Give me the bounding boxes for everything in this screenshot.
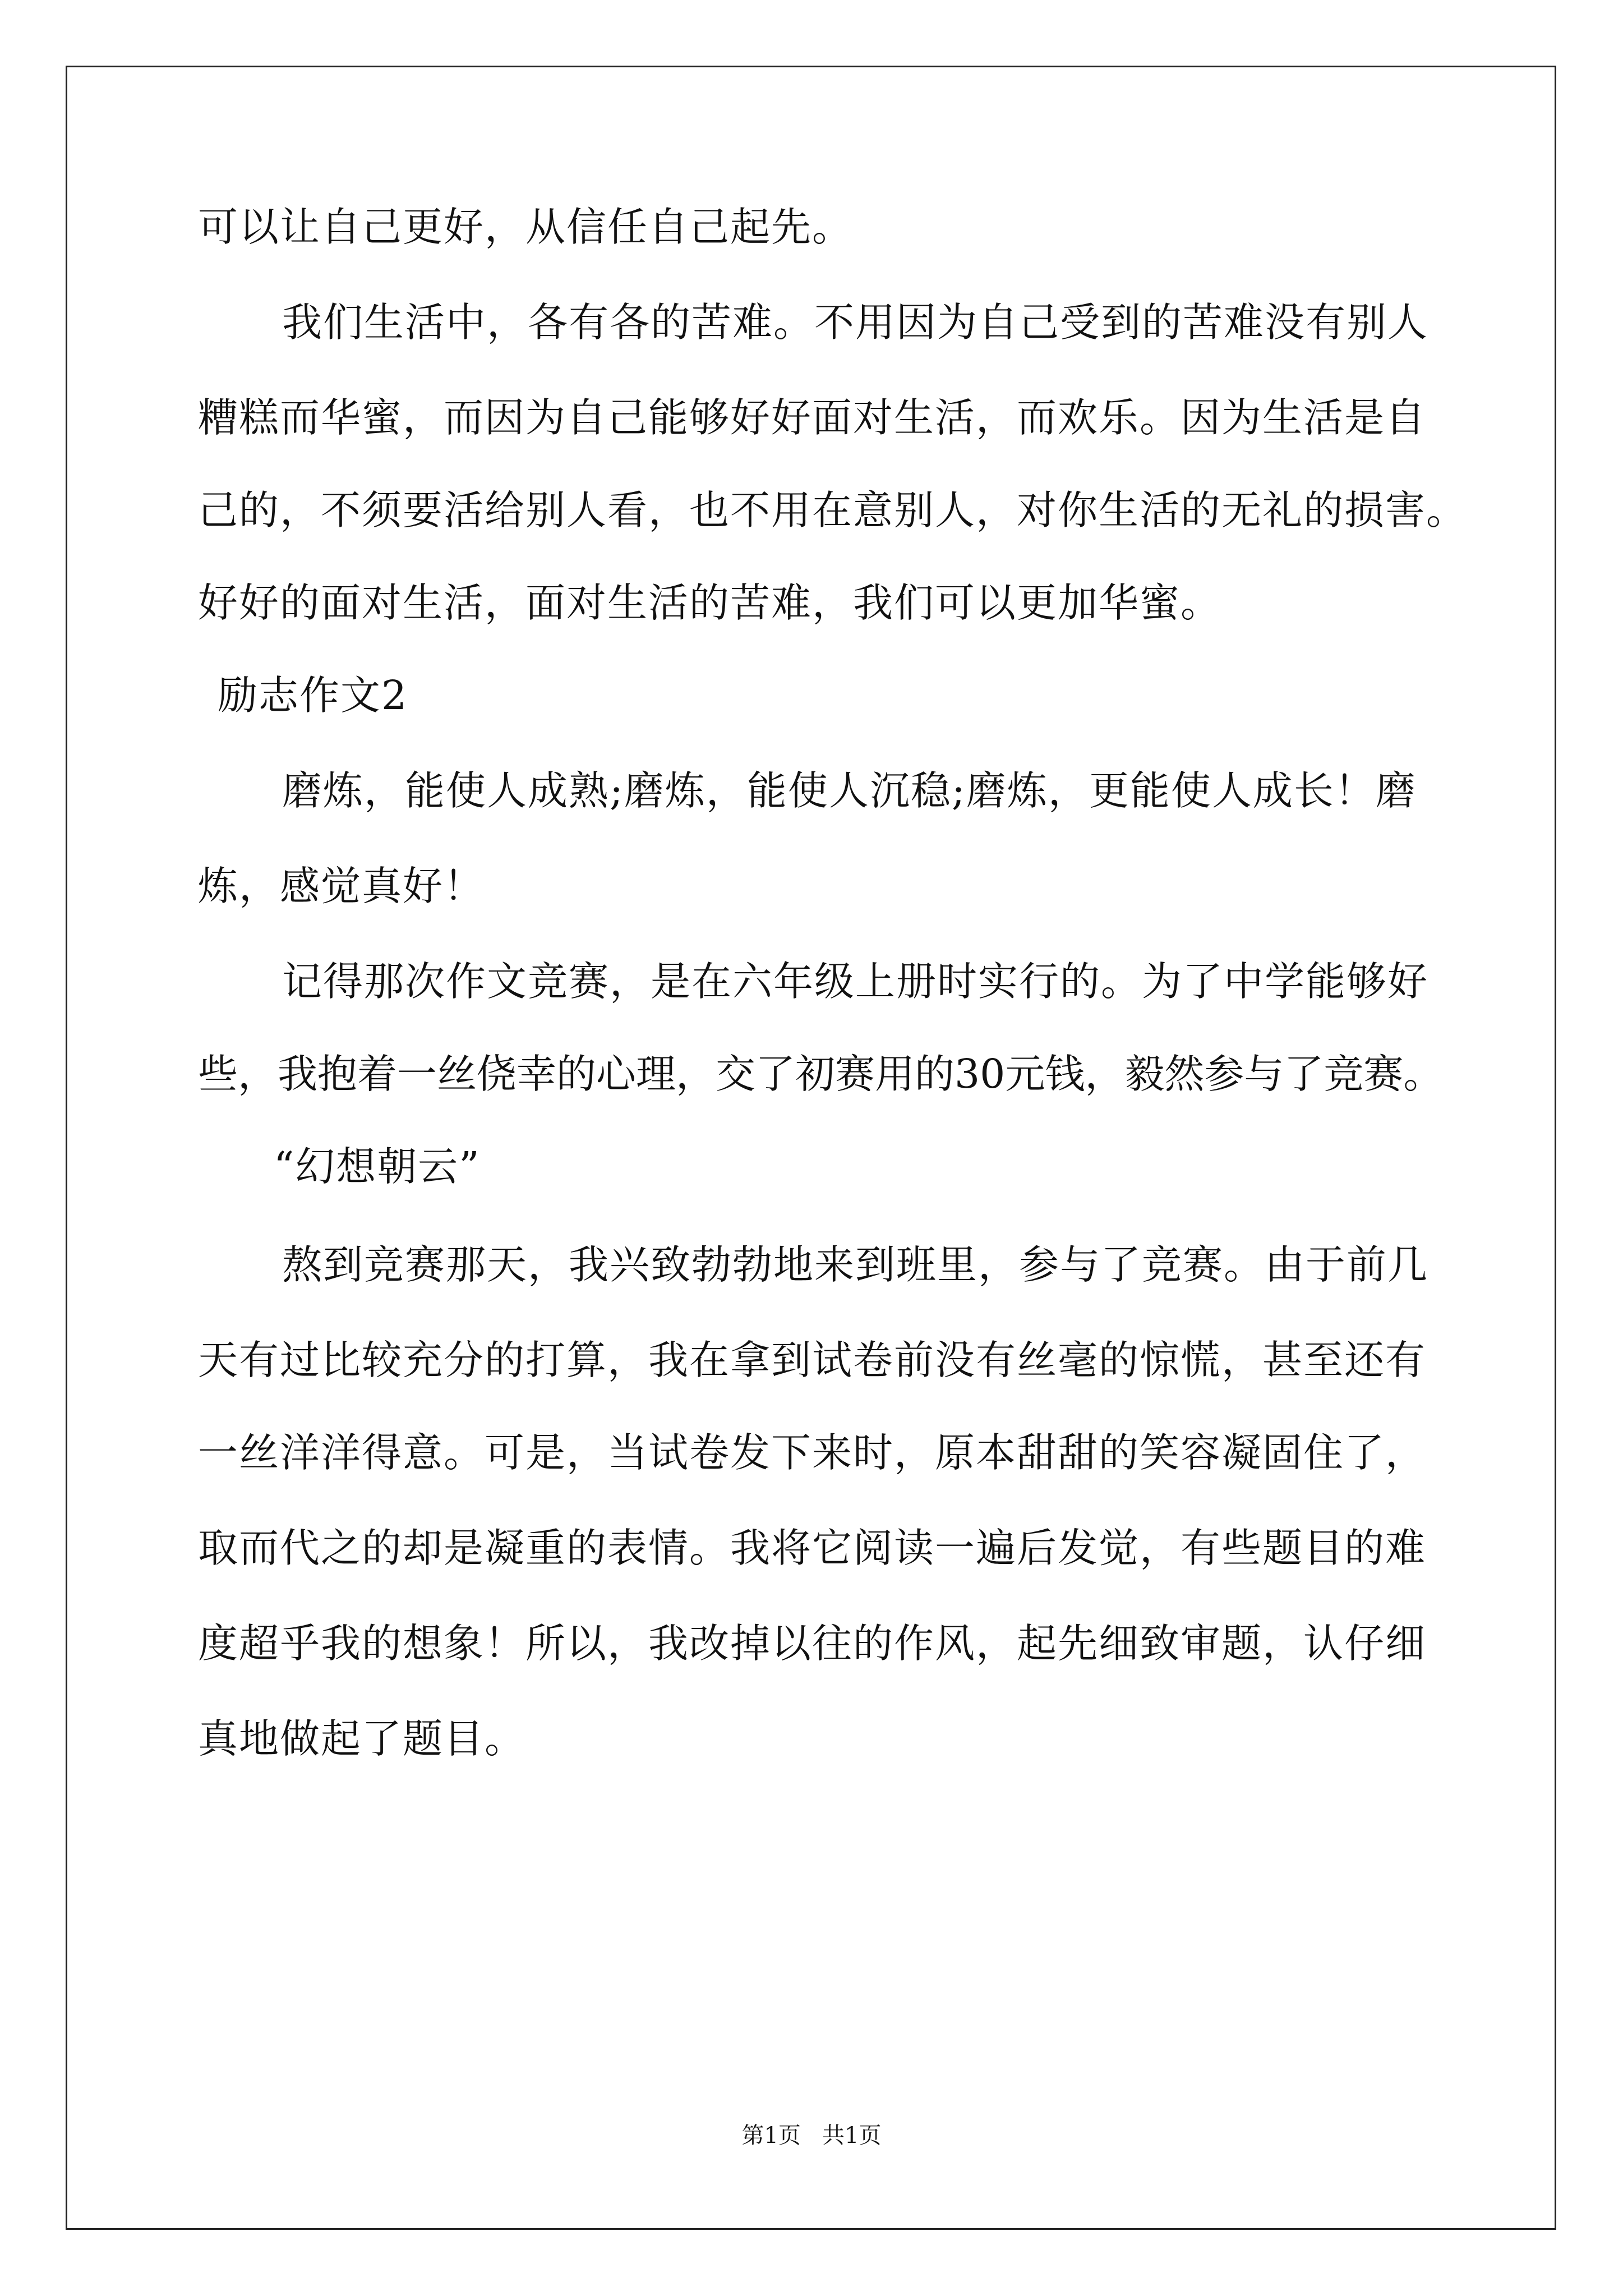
text-line: 度超乎我的想象！所以，我改掉以往的作风，起先细致审题，认仔细 xyxy=(198,1620,1427,1667)
text-line: 一丝洋洋得意。可是，当试卷发下来时，原本甜甜的笑容凝固住了， xyxy=(198,1429,1427,1476)
paragraph-start: 我们生活中，各有各的苦难。不用因为自己受到的苦难没有别人 xyxy=(282,299,1429,346)
text-line: 好好的面对生活，面对生活的苦难，我们可以更加华蜜。 xyxy=(198,579,1222,626)
text-line: 些，我抱着一丝侥幸的心理，交了初赛用的30元钱，毅然参与了竞赛。 xyxy=(198,1051,1444,1097)
text-line: 己的，不须要活给别人看，也不用在意别人，对你生活的无礼的损害。 xyxy=(198,487,1468,533)
section-heading: 励志作文2 xyxy=(218,672,408,719)
text-line: 炼，感觉真好！ xyxy=(198,863,485,909)
text-line: 糟糕而华蜜，而因为自己能够好好面对生活，而欢乐。因为生活是自 xyxy=(198,394,1427,441)
text-line: 真地做起了题目。 xyxy=(198,1715,526,1762)
paragraph-start: 磨炼，能使人成熟;磨炼，能使人沉稳;磨炼，更能使人成长！磨 xyxy=(282,767,1417,814)
text-line: 可以让自己更好，从信任自己起先。 xyxy=(198,204,854,250)
text-line: 取而代之的却是凝重的表情。我将它阅读一遍后发觉，有些题目的难 xyxy=(198,1525,1427,1571)
quoted-title: “幻想朝云” xyxy=(274,1143,481,1190)
page-footer: 第1页 共1页 xyxy=(741,2123,882,2148)
paragraph-start: 记得那次作文竞赛，是在六年级上册时实行的。为了中学能够好 xyxy=(282,958,1429,1005)
paragraph-start: 熬到竞赛那天，我兴致勃勃地来到班里，参与了竞赛。由于前几 xyxy=(282,1241,1429,1288)
text-line: 天有过比较充分的打算，我在拿到试卷前没有丝毫的惊慌，甚至还有 xyxy=(198,1337,1427,1383)
